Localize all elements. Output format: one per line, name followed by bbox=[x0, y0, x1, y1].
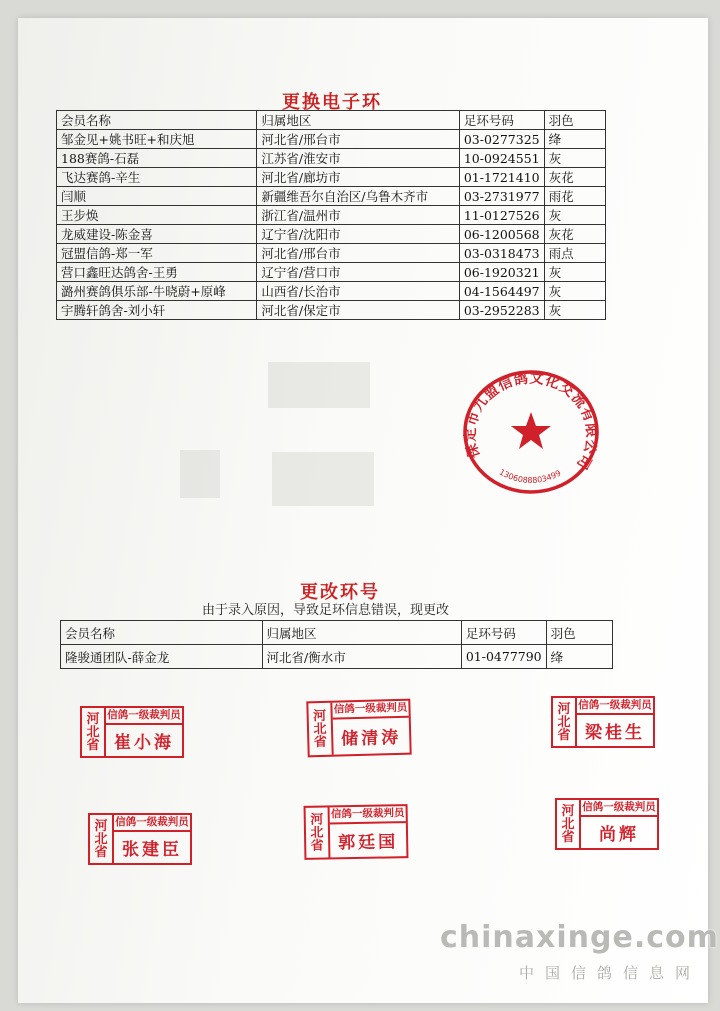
table-row bbox=[57, 149, 606, 168]
stamp-role: 信鸽一级裁判员 bbox=[330, 806, 406, 824]
seal-company-name: 保定市九盟信鸽文化交流有限公司 bbox=[462, 370, 600, 473]
ring-number-cell: 03-0318473 bbox=[459, 244, 544, 263]
ring-number-cell: 01-0477790 bbox=[461, 645, 546, 669]
header-cell: 归属地区 bbox=[262, 621, 461, 645]
table-row bbox=[57, 206, 606, 225]
stamp-province: 河北省 bbox=[553, 698, 577, 746]
referee-stamp bbox=[555, 798, 659, 850]
stamp-referee-name: 郭廷国 bbox=[338, 832, 399, 854]
table-row bbox=[57, 187, 606, 206]
stamp-referee-name: 储清涛 bbox=[341, 727, 402, 750]
referee-stamp bbox=[551, 696, 655, 748]
member-name-cell: 宇腾轩鸽舍-刘小轩 bbox=[57, 301, 257, 320]
ring-number-cell: 11-0127526 bbox=[459, 206, 544, 225]
table-row bbox=[57, 244, 606, 263]
stamp-role: 信鸽一级裁判员 bbox=[332, 701, 408, 720]
feather-color-cell: 灰 bbox=[544, 149, 605, 168]
feather-color-cell: 灰 bbox=[544, 206, 605, 225]
header-cell: 足环号码 bbox=[461, 621, 546, 645]
ring-number-cell: 03-0277325 bbox=[459, 130, 544, 149]
region-cell: 河北省/廊坊市 bbox=[257, 168, 459, 187]
feather-color-cell: 灰 bbox=[544, 263, 605, 282]
feather-color-cell: 灰 bbox=[544, 282, 605, 301]
stamp-referee-name: 崔小海 bbox=[114, 733, 174, 753]
stamp-province: 河北省 bbox=[306, 807, 331, 857]
region-cell: 河北省/保定市 bbox=[257, 301, 459, 320]
feather-color-cell: 绛 bbox=[544, 130, 605, 149]
stamp-province: 河北省 bbox=[90, 815, 114, 863]
member-name-cell: 隆骏通团队-薛金龙 bbox=[61, 645, 263, 669]
replace-rings-table bbox=[56, 110, 606, 320]
header-cell: 会员名称 bbox=[57, 111, 257, 130]
region-cell: 河北省/邢台市 bbox=[257, 130, 459, 149]
region-cell: 江苏省/淮安市 bbox=[257, 149, 459, 168]
feather-color-cell: 雨点 bbox=[544, 244, 605, 263]
member-name-cell: 冠盟信鸽-郑一军 bbox=[57, 244, 257, 263]
referee-stamp bbox=[88, 813, 192, 865]
header-cell: 足环号码 bbox=[459, 111, 544, 130]
region-cell: 辽宁省/沈阳市 bbox=[257, 225, 459, 244]
stamp-province: 河北省 bbox=[557, 800, 581, 848]
stamp-role: 信鸽一级裁判员 bbox=[581, 800, 657, 817]
stamp-province: 河北省 bbox=[82, 708, 106, 756]
ring-number-cell: 06-1200568 bbox=[459, 225, 544, 244]
region-cell: 河北省/衡水市 bbox=[262, 645, 461, 669]
section-subtitle: 由于录入原因，导致足环信息错误，现更改 bbox=[202, 603, 450, 618]
bleed-through-mark bbox=[272, 452, 374, 506]
member-name-cell: 营口鑫旺达鸽舍-王勇 bbox=[57, 263, 257, 282]
table-row bbox=[57, 225, 606, 244]
section-title-replace-rings: 更换电子环 bbox=[282, 92, 382, 113]
table-header-row bbox=[57, 111, 606, 130]
stamp-referee-name: 张建臣 bbox=[122, 840, 182, 860]
region-cell: 新疆维吾尔自治区/乌鲁木齐市 bbox=[257, 187, 459, 206]
table-row bbox=[57, 301, 606, 320]
ring-number-cell: 03-2952283 bbox=[459, 301, 544, 320]
feather-color-cell: 雨花 bbox=[544, 187, 605, 206]
table-row bbox=[61, 645, 613, 669]
ring-number-cell: 04-1564497 bbox=[459, 282, 544, 301]
company-seal bbox=[460, 368, 602, 496]
member-name-cell: 闫顺 bbox=[57, 187, 257, 206]
feather-color-cell: 灰 bbox=[544, 301, 605, 320]
referee-stamp bbox=[306, 699, 411, 758]
change-ring-table bbox=[60, 620, 613, 669]
member-name-cell: 王步焕 bbox=[57, 206, 257, 225]
bleed-through-mark bbox=[268, 362, 370, 408]
svg-text:1306088803499 bbox=[498, 467, 563, 485]
stamp-role: 信鸽一级裁判员 bbox=[114, 815, 190, 832]
seal-star-icon bbox=[511, 412, 551, 449]
header-cell: 会员名称 bbox=[61, 621, 263, 645]
region-cell: 河北省/邢台市 bbox=[257, 244, 459, 263]
header-cell: 归属地区 bbox=[257, 111, 459, 130]
feather-color-cell: 灰花 bbox=[544, 225, 605, 244]
member-name-cell: 邹金见+姚书旺+和庆旭 bbox=[57, 130, 257, 149]
header-cell: 羽色 bbox=[544, 111, 605, 130]
stamp-role: 信鸽一级裁判员 bbox=[577, 698, 653, 715]
table-row bbox=[57, 282, 606, 301]
feather-color-cell: 绛 bbox=[546, 645, 612, 669]
ring-number-cell: 03-2731977 bbox=[459, 187, 544, 206]
table-header-row bbox=[61, 621, 613, 645]
ring-number-cell: 10-0924551 bbox=[459, 149, 544, 168]
referee-stamp bbox=[80, 706, 184, 758]
member-name-cell: 飞达赛鸽-辛生 bbox=[57, 168, 257, 187]
stamp-role: 信鸽一级裁判员 bbox=[106, 708, 182, 725]
feather-color-cell: 灰花 bbox=[544, 168, 605, 187]
member-name-cell: 龙威建设-陈金喜 bbox=[57, 225, 257, 244]
section-title-change-ring: 更改环号 bbox=[300, 582, 380, 603]
ring-number-cell: 06-1920321 bbox=[459, 263, 544, 282]
bleed-through-mark bbox=[180, 450, 220, 498]
member-name-cell: 潞州赛鸽俱乐部-牛晓蔚+原峰 bbox=[57, 282, 257, 301]
stamp-referee-name: 梁桂生 bbox=[585, 723, 645, 743]
region-cell: 辽宁省/营口市 bbox=[257, 263, 459, 282]
seal-number: 1306088803499 bbox=[497, 467, 563, 486]
region-cell: 浙江省/温州市 bbox=[257, 206, 459, 225]
region-cell: 山西省/长治市 bbox=[257, 282, 459, 301]
table-row bbox=[57, 168, 606, 187]
stamp-referee-name: 尚辉 bbox=[599, 825, 639, 845]
referee-stamp bbox=[304, 804, 409, 860]
member-name-cell: 188赛鸽-石磊 bbox=[57, 149, 257, 168]
ring-number-cell: 01-1721410 bbox=[459, 168, 544, 187]
stamp-province: 河北省 bbox=[308, 703, 333, 756]
watermark-site-name: 中国信鸽信息网 bbox=[519, 964, 702, 982]
table-row bbox=[57, 130, 606, 149]
header-cell: 羽色 bbox=[546, 621, 612, 645]
table-row bbox=[57, 263, 606, 282]
watermark-domain: chinaxinge.com bbox=[440, 920, 719, 955]
